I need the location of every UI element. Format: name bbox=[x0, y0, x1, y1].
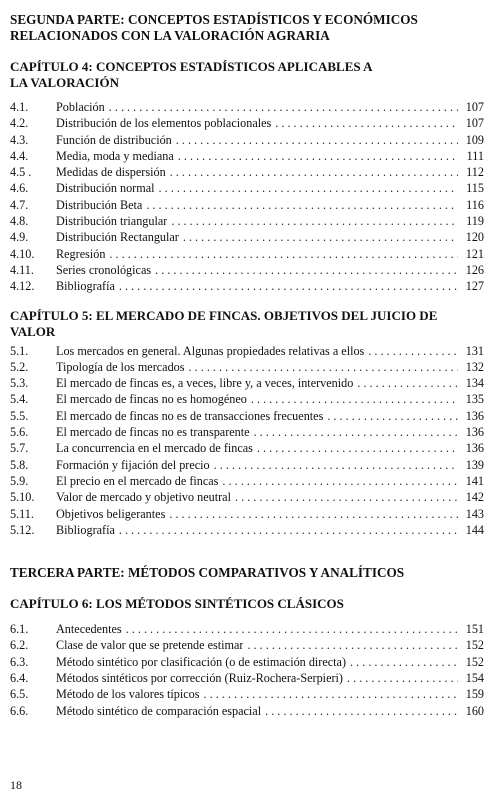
dot-leader bbox=[368, 343, 458, 359]
page-reference: 112 bbox=[466, 165, 484, 180]
dot-leader bbox=[251, 391, 458, 407]
section-title: Población bbox=[56, 100, 105, 114]
toc-entry bbox=[10, 522, 484, 538]
section-title: El precio en el mercado de fincas bbox=[56, 473, 219, 488]
toc-entry bbox=[10, 262, 484, 278]
section-number: 5.3. bbox=[10, 376, 29, 391]
section-title: Regresión bbox=[56, 246, 106, 261]
section-number: 4.5 . bbox=[10, 165, 32, 180]
toc-entry bbox=[10, 246, 484, 262]
part-title: TERCERA PARTE: MÉTODOS COMPARATIVOS Y ANALÍTICOS bbox=[10, 565, 405, 581]
page-reference: 121 bbox=[465, 246, 484, 261]
dot-leader bbox=[350, 654, 458, 670]
dot-leader bbox=[347, 670, 458, 686]
toc-entry bbox=[10, 343, 484, 359]
dot-leader bbox=[235, 489, 458, 505]
section-number: 6.1. bbox=[10, 622, 29, 637]
dot-leader bbox=[257, 440, 458, 456]
section-title: Clase de valor que se pretende estimar bbox=[56, 638, 244, 653]
page-reference: 107 bbox=[465, 116, 484, 131]
section-title: Distribución de los elementos poblacionales bbox=[56, 116, 272, 131]
toc-entry bbox=[10, 213, 484, 229]
toc-entry bbox=[10, 197, 484, 213]
section-number: 5.9. bbox=[10, 473, 29, 488]
section-number: 4.9. bbox=[10, 230, 29, 245]
page-reference: 111 bbox=[466, 148, 484, 163]
toc-entry bbox=[10, 99, 484, 115]
section-number: 4.1. bbox=[10, 100, 29, 114]
section-number: 5.6. bbox=[10, 425, 29, 440]
chapter-entries bbox=[10, 621, 484, 719]
section-title: Distribución normal bbox=[56, 181, 155, 196]
section-number: 5.5. bbox=[10, 408, 29, 423]
dot-leader bbox=[109, 246, 458, 262]
page-reference: 116 bbox=[466, 197, 484, 212]
chapter-entries bbox=[10, 343, 484, 539]
toc-entry bbox=[10, 686, 484, 702]
dot-leader bbox=[176, 132, 458, 148]
section-title: El mercado de fincas no es transparente bbox=[56, 425, 250, 440]
toc-entry bbox=[10, 359, 484, 375]
section-number: 4.10. bbox=[10, 246, 35, 261]
toc-entry bbox=[10, 229, 484, 245]
page-reference: 136 bbox=[465, 425, 484, 440]
section-number: 4.4. bbox=[10, 148, 29, 163]
page-reference: 107 bbox=[465, 100, 484, 114]
section-number: 5.10. bbox=[10, 490, 35, 505]
section-title: El mercado de fincas no es homogéneo bbox=[56, 392, 247, 407]
dot-leader bbox=[170, 164, 458, 180]
section-title: Los mercados en general. Algunas propiedades relativas a ellos bbox=[56, 343, 365, 358]
dot-leader bbox=[247, 637, 458, 653]
table-of-contents bbox=[10, 8, 484, 719]
chapter-title: CAPÍTULO 6: LOS MÉTODOS SINTÉTICOS CLÁSICOS bbox=[10, 596, 344, 612]
page-reference: 151 bbox=[465, 622, 484, 637]
toc-entry bbox=[10, 424, 484, 440]
section-title: Series cronológicas bbox=[56, 262, 152, 277]
toc-entry bbox=[10, 408, 484, 424]
section-title: Método sintético por clasificación (o de estimación directa) bbox=[56, 654, 347, 669]
section-title: Formación y fijación del precio bbox=[56, 457, 210, 472]
page-reference: 142 bbox=[465, 490, 484, 505]
section-number: 6.3. bbox=[10, 654, 29, 669]
dot-leader bbox=[204, 686, 458, 702]
section-number: 5.2. bbox=[10, 359, 29, 374]
section-title: El mercado de fincas es, a veces, libre y, a veces, intervenido bbox=[56, 376, 354, 391]
page-reference: 109 bbox=[465, 132, 484, 147]
part-title: SEGUNDA PARTE: CONCEPTOS ESTADÍSTICOS Y ECONÓMICOS RELACIONADOS CON LA VALORACIÓN AGRARIA bbox=[10, 12, 418, 43]
dot-leader bbox=[275, 115, 458, 131]
toc-entry bbox=[10, 278, 484, 294]
page-reference: 160 bbox=[465, 703, 484, 718]
page-reference: 132 bbox=[465, 359, 484, 374]
page-reference: 120 bbox=[465, 230, 484, 245]
dot-leader bbox=[146, 197, 458, 213]
page-reference: 139 bbox=[465, 457, 484, 472]
page-number: 18 bbox=[10, 778, 22, 792]
section-number: 4.3. bbox=[10, 132, 29, 147]
section-title: Distribución Rectangular bbox=[56, 230, 179, 245]
section-number: 4.12. bbox=[10, 279, 35, 294]
page-reference: 143 bbox=[465, 506, 484, 521]
dot-leader bbox=[178, 148, 458, 164]
page-reference: 136 bbox=[465, 408, 484, 423]
section-title: Bibliografía bbox=[56, 522, 115, 537]
page-reference: 159 bbox=[465, 687, 484, 702]
page-reference: 141 bbox=[465, 473, 484, 488]
dot-leader bbox=[189, 359, 458, 375]
page-reference: 131 bbox=[465, 343, 484, 358]
toc-entry bbox=[10, 703, 484, 719]
dot-leader bbox=[265, 703, 458, 719]
section-title: Distribución triangular bbox=[56, 214, 168, 229]
toc-entry bbox=[10, 148, 484, 164]
chapter-title: CAPÍTULO 4: CONCEPTOS ESTADÍSTICOS APLICABLES A LA VALORACIÓN bbox=[10, 59, 372, 90]
dot-leader bbox=[214, 457, 458, 473]
page-reference: 127 bbox=[465, 279, 484, 294]
toc-entry bbox=[10, 440, 484, 456]
page-reference: 126 bbox=[465, 262, 484, 277]
section-number: 5.1. bbox=[10, 343, 29, 358]
dot-leader bbox=[169, 506, 458, 522]
section-title: Valor de mercado y objetivo neutral bbox=[56, 490, 231, 505]
dot-leader bbox=[119, 278, 458, 294]
dot-leader bbox=[155, 262, 458, 278]
section-title: Objetivos beligerantes bbox=[56, 506, 166, 521]
section-title: Media, moda y mediana bbox=[56, 148, 174, 163]
page-reference: 134 bbox=[465, 376, 484, 391]
section-number: 4.8. bbox=[10, 214, 29, 229]
toc-entry bbox=[10, 132, 484, 148]
dot-leader bbox=[222, 473, 458, 489]
section-title: Tipología de los mercados bbox=[56, 359, 185, 374]
toc-entry bbox=[10, 506, 484, 522]
toc-entry bbox=[10, 164, 484, 180]
section-title: Distribución Beta bbox=[56, 197, 143, 212]
section-number: 6.4. bbox=[10, 671, 29, 686]
dot-leader bbox=[327, 408, 458, 424]
dot-leader bbox=[171, 213, 458, 229]
toc-entry bbox=[10, 391, 484, 407]
page-reference: 136 bbox=[465, 441, 484, 456]
section-title: Función de distribución bbox=[56, 132, 172, 147]
section-title: Bibliografía bbox=[56, 279, 115, 294]
section-number: 6.6. bbox=[10, 703, 29, 718]
page-reference: 152 bbox=[465, 654, 484, 669]
toc-entry bbox=[10, 670, 484, 686]
toc-entry bbox=[10, 473, 484, 489]
section-number: 4.6. bbox=[10, 181, 29, 196]
page-reference: 144 bbox=[465, 522, 484, 537]
toc-entry bbox=[10, 115, 484, 131]
section-number: 6.2. bbox=[10, 638, 29, 653]
chapter-title: CAPÍTULO 5: EL MERCADO DE FINCAS. OBJETIVOS DEL JUICIO DE VALOR bbox=[10, 307, 438, 339]
page-reference: 152 bbox=[465, 638, 484, 653]
dot-leader bbox=[183, 229, 458, 245]
dot-leader bbox=[254, 424, 458, 440]
section-title: Método de los valores típicos bbox=[56, 687, 200, 702]
page-reference: 154 bbox=[465, 671, 484, 686]
dot-leader bbox=[357, 375, 458, 391]
section-number: 5.7. bbox=[10, 441, 29, 456]
section-number: 5.12. bbox=[10, 522, 35, 537]
toc-entry bbox=[10, 180, 484, 196]
section-number: 4.7. bbox=[10, 197, 29, 212]
section-title: El mercado de fincas no es de transacciones frecuentes bbox=[56, 408, 324, 423]
section-title: Método sintético de comparación espacial bbox=[56, 703, 262, 718]
toc-entry bbox=[10, 654, 484, 670]
page-reference: 135 bbox=[465, 392, 484, 407]
section-title: Medidas de dispersión bbox=[56, 165, 166, 180]
toc-entry bbox=[10, 457, 484, 473]
section-number: 5.8. bbox=[10, 457, 29, 472]
section-number: 5.11. bbox=[10, 506, 34, 521]
dot-leader bbox=[119, 522, 458, 538]
dot-leader bbox=[126, 621, 458, 637]
section-title: La concurrencia en el mercado de fincas bbox=[56, 441, 253, 456]
section-number: 4.11. bbox=[10, 262, 34, 277]
section-title: Antecedentes bbox=[56, 622, 122, 637]
dot-leader bbox=[159, 180, 459, 196]
chapter-entries bbox=[10, 99, 484, 295]
section-number: 4.2. bbox=[10, 116, 29, 131]
section-number: 5.4. bbox=[10, 392, 29, 407]
toc-entry bbox=[10, 375, 484, 391]
toc-entry bbox=[10, 621, 484, 637]
page-reference: 119 bbox=[466, 214, 484, 229]
section-title: Métodos sintéticos por corrección (Ruiz-Rochera-Serpieri) bbox=[56, 671, 343, 686]
dot-leader bbox=[109, 99, 458, 115]
page-reference: 115 bbox=[466, 181, 484, 196]
toc-entry bbox=[10, 637, 484, 653]
section-number: 6.5. bbox=[10, 687, 29, 702]
toc-entry bbox=[10, 489, 484, 505]
